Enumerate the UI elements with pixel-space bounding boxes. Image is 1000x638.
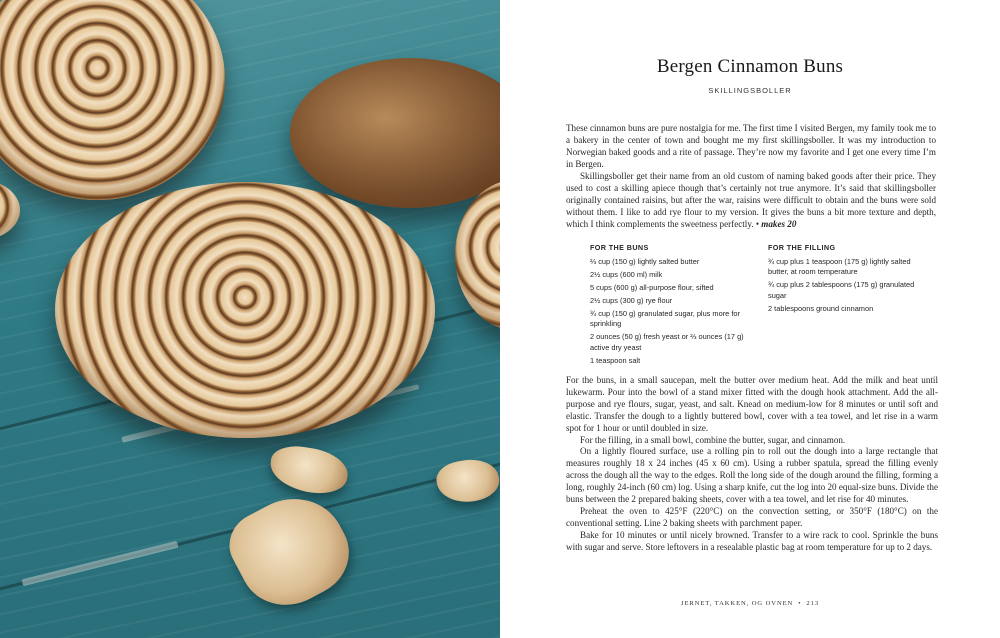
ingredient-item: 1 teaspoon salt	[590, 355, 641, 365]
method-paragraph: For the buns, in a small saucepan, melt the butter over medium heat. Add the milk and heat until lukewarm. Pour into the bowl of a stand mixer fitted with the dough hook attachment. Add the all-purpose and rye flours, sugar, yeast, and salt. Knead on medium-low for 8 minutes or until soft and elastic. Transfer the dough to a lightly buttered bowl, cover with a tea towel, and let rise in a warm spot for 1 hour or until doubled in size.	[566, 375, 938, 433]
ingredient-item: ¾ cup plus 2 tablespoons (175 g) granulated sugar	[768, 280, 915, 300]
cinnamon-bun-torn	[290, 58, 500, 208]
footer-separator: •	[798, 600, 802, 607]
page-number: 213	[806, 600, 820, 607]
bun-crumb	[267, 443, 350, 497]
recipe-yield: makes 20	[761, 219, 797, 229]
method-paragraph: Bake for 10 minutes or until nicely browned. Transfer to a wire rack to cool. Sprinkle the buns with sugar and serve. Store leftovers in a resealable plastic bag at room temperature for up to 2 days.	[566, 529, 938, 552]
ingredients-filling	[768, 243, 918, 317]
ingredient-item: 2 ounces (50 g) fresh yeast or ⅔ ounces (17 g) active dry yeast	[590, 332, 744, 352]
method-paragraph: Preheat the oven to 425°F (220°C) on the convection setting, or 350°F (180°C) on the conventional setting. Line 2 baking sheets with parchment paper.	[566, 505, 938, 528]
intro-paragraph: Skillingsboller get their name from an old custom of naming baked goods after their price. They used to cost a skilling apiece though that’s certainly not true anymore. It’s said that skillingsboller originally contained raisins, but after the war, raisins were difficult to obtain and the buns were sold without them. I like to add rye flour to my version. It gives the buns a bit more texture and depth, which I think complements the sweetness perfectly. • makes 20	[566, 171, 936, 229]
method-paragraph: On a lightly floured surface, use a rolling pin to roll out the dough into a large rectangle that measures roughly 18 x 24 inches (45 x 60 cm). Using a rubber spatula, spread the filling evenly across the dough all the way to the edges. Roll the long side of the dough around the filling, forming a long, roughly 24-inch (60 cm) log. Using a sharp knife, cut the log into 20 equal-size buns. Divide the buns between the 2 prepared baking sheets, cover with a tea towel, and let rise for 40 minutes.	[566, 446, 938, 505]
method-paragraph: For the filling, in a small bowl, combine the butter, sugar, and cinnamon.	[580, 434, 846, 445]
ingredients-buns-list	[590, 257, 750, 367]
cinnamon-bun-right-edge	[455, 180, 500, 330]
ingredients-filling-heading: FOR THE FILLING	[768, 243, 836, 252]
ingredient-item: ¾ cup (150 g) granulated sugar, plus more for sprinkling	[590, 308, 740, 328]
ingredient-item: 2 tablespoons ground cinnamon	[768, 303, 874, 313]
ingredients-buns-heading: FOR THE BUNS	[590, 243, 649, 252]
recipe-subtitle: SKILLINGSBOLLER	[708, 86, 792, 95]
ingredients-buns	[590, 243, 750, 369]
paint-chip	[22, 541, 179, 586]
ingredients-filling-list	[768, 257, 918, 315]
recipe-page	[500, 0, 1000, 638]
cinnamon-bun-left-edge	[0, 180, 20, 240]
ingredient-item: 2½ cups (600 ml) milk	[590, 269, 663, 279]
ingredient-item: 5 cups (600 g) all-purpose flour, sifted	[590, 282, 714, 292]
bun-crumb	[434, 455, 500, 507]
ingredient-item: 2½ cups (300 g) rye flour	[590, 295, 673, 305]
cinnamon-bun-main	[55, 182, 435, 438]
ingredient-item: ⅔ cup (150 g) lightly salted butter	[590, 256, 700, 266]
intro-paragraph: These cinnamon buns are pure nostalgia for me. The first time I visited Bergen, my family took me to a bakery in the center of town and bought me my first skillingsboller. It was my introduction to Norwegian baked goods and a rite of passage. They’re now my favorite and I get one every time I’m in Bergen.	[566, 123, 936, 169]
recipe-method	[566, 375, 938, 554]
cinnamon-bun-top-left	[0, 0, 225, 200]
recipe-intro	[566, 122, 936, 230]
recipe-title: Bergen Cinnamon Buns	[656, 56, 844, 77]
ingredient-item: ¾ cup plus 1 teaspoon (175 g) lightly salted butter, at room temperature	[768, 256, 911, 276]
running-head: JERNET, TAKKEN, OG OVNEN	[680, 600, 794, 607]
page-footer	[500, 600, 1000, 607]
